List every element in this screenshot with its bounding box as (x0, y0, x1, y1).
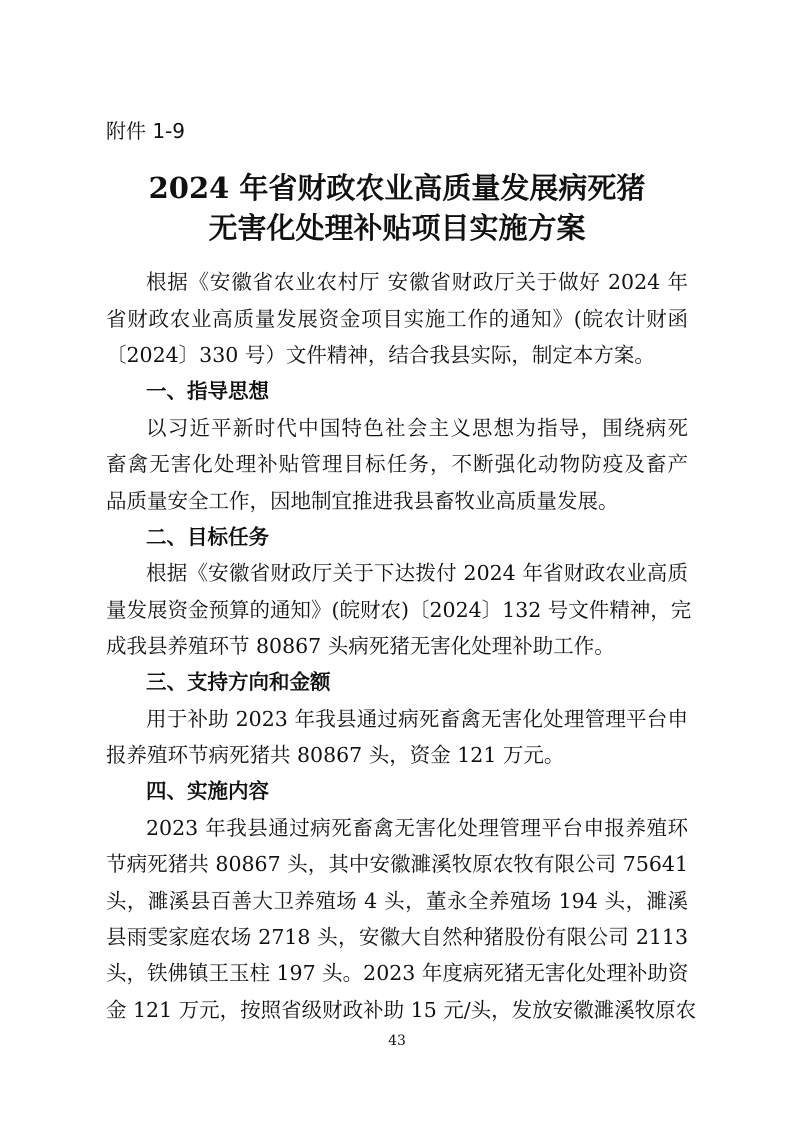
page-number: 43 (388, 1033, 406, 1049)
section-heading-support-direction: 三、支持方向和金额 (146, 670, 331, 694)
intro-line: 〔2024〕330 号）文件精神，结合我县实际，制定本方案。 (106, 343, 655, 367)
section-3-line: 用于补助 2023 年我县通过病死畜禽无害化处理管理平台申 (146, 707, 688, 731)
section-heading-guiding-ideology: 一、指导思想 (146, 379, 269, 403)
section-2-line: 根据《安徽省财政厅关于下达拨付 2024 年省财政农业高质 (146, 561, 688, 585)
section-4-line: 头，濉溪县百善大卫养殖场 4 头，董永全养殖场 194 头，濉溪 (106, 889, 688, 913)
section-2-line: 成我县养殖环节 80867 头病死猪无害化处理补助工作。 (106, 634, 615, 658)
section-4-line: 2023 年我县通过病死畜禽无害化处理管理平台申报养殖环 (146, 816, 688, 840)
section-1-line: 以习近平新时代中国特色社会主义思想为指导，围绕病死 (146, 416, 688, 440)
intro-line: 省财政农业高质量发展资金项目实施工作的通知》(皖农计财函 (106, 307, 688, 331)
section-4-line: 节病死猪共 80867 头，其中安徽濉溪牧原农牧有限公司 75641 (106, 852, 688, 876)
document-title-line-2: 无害化处理补贴项目实施方案 (208, 211, 586, 245)
section-4-line: 县雨雯家庭农场 2718 头，安徽大自然种猪股份有限公司 2113 (106, 925, 688, 949)
section-1-line: 畜禽无害化处理补贴管理目标任务，不断强化动物防疫及畜产 (106, 452, 688, 476)
section-2-line: 量发展资金预算的通知》(皖财农)〔2024〕132 号文件精神，完 (106, 598, 692, 622)
section-4-line: 金 121 万元，按照省级财政补助 15 元/头，发放安徽濉溪牧原农 (106, 998, 697, 1022)
attachment-label: 附件 1-9 (106, 119, 186, 143)
document-title-line-1: 2024 年省财政农业高质量发展病死猪 (148, 171, 646, 205)
section-heading-target-tasks: 二、目标任务 (146, 525, 269, 549)
section-4-line: 头，铁佛镇王玉柱 197 头。2023 年度病死猪无害化处理补助资 (106, 961, 689, 985)
section-3-line: 报养殖环节病死猪共 80867 头，资金 121 万元。 (106, 743, 565, 767)
section-heading-implementation: 四、实施内容 (146, 779, 269, 803)
section-1-line: 品质量安全工作，因地制宜推进我县畜牧业高质量发展。 (106, 489, 619, 513)
intro-line: 根据《安徽省农业农村厅 安徽省财政厅关于做好 2024 年 (146, 270, 688, 294)
